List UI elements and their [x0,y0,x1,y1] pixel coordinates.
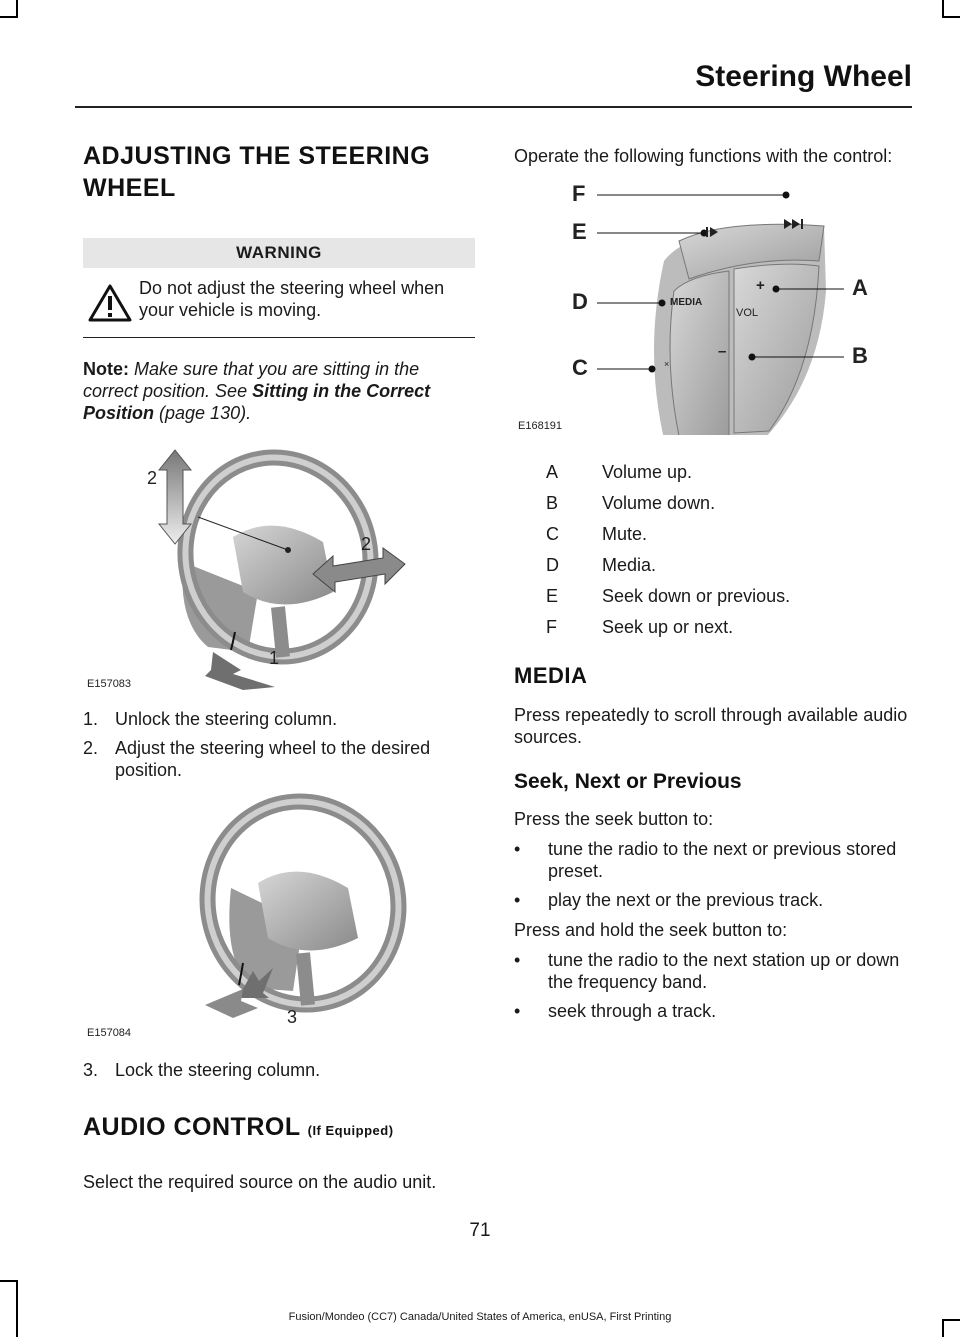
crop-mark [942,16,960,18]
warning-label: WARNING [83,238,475,268]
right-column [514,145,914,1029]
seek-hold-text: Press and hold the seek button to: [514,920,788,940]
crop-mark [0,16,18,18]
legend-row: C Mute. [546,524,648,544]
steering-wheel-lock-illustration [83,793,475,1043]
section-heading-seek: Seek, Next or Previous [514,770,742,793]
plus-label: + [756,277,765,294]
legend-list [514,461,914,638]
seek-press-list [514,838,914,911]
page-number: 71 [469,1220,491,1241]
figure-audio-control [514,181,906,435]
figure-label-2-vertical: 2 [147,468,158,488]
crop-mark [16,1280,18,1337]
callout-F: F [572,181,586,206]
note-link[interactable]: Sitting in the Correct Position [83,381,431,423]
section-heading-audio: AUDIO CONTROL (If Equipped) [83,1113,394,1141]
section-suffix: (If Equipped) [307,1123,394,1138]
callout-A: A [852,275,868,300]
header-divider [75,106,912,108]
figure-code: E157083 [87,678,132,690]
step-item: 1. Unlock the steering column. [83,709,338,729]
step-item: 2. Adjust the steering wheel to the desired position. [83,738,431,780]
note-label: Note: [83,359,129,379]
step-list [83,708,475,781]
warning-body [83,268,475,338]
figure-label-2-horizontal: 2 [361,534,372,554]
legend-row: A Volume up. [546,462,693,482]
figure-code: E168191 [518,420,563,432]
media-text: Press repeatedly to scroll through available audio sources. [514,705,908,747]
list-item: • tune the radio to the next or previous stored preset. [514,839,897,881]
seek-hold-list [514,949,914,1022]
section-heading-media: MEDIA [514,663,588,688]
note-text: Make sure that you are sitting in the correct position. See [83,359,420,401]
legend-row: F Seek up or next. [546,617,734,637]
minus-label: – [718,343,727,360]
seek-press-text: Press the seek button to: [514,809,714,829]
note-paragraph [83,358,475,424]
legend-row: D Media. [546,555,657,575]
warning-text: Do not adjust the steering wheel when your vehicle is moving. [139,278,445,320]
svg-text:×: × [664,359,670,369]
list-item: • seek through a track. [514,1001,717,1021]
warning-box [83,238,475,338]
callout-D: D [572,289,588,314]
figure-steering-lock [83,793,475,1043]
note-page-ref: (page 130). [159,403,252,423]
left-column [83,140,475,1193]
list-item: • play the next or the previous track. [514,890,824,910]
audio-text: Select the required source on the audio unit. [83,1172,437,1192]
figure-label-1: 1 [269,648,280,668]
figure-steering-adjust [83,442,475,694]
step-item: 3. Lock the steering column. [83,1060,321,1080]
page-footer: Fusion/Mondeo (CC7) Canada/United States of America, enUSA, First Printing [288,1311,672,1323]
warning-triangle-icon [87,283,133,323]
callout-B: B [852,343,868,368]
callout-C: C [572,355,588,380]
media-button-label: MEDIA [670,297,703,308]
intro-text: Operate the following functions with the control: [514,146,893,166]
figure-code: E157084 [87,1027,132,1039]
callout-E: E [572,219,587,244]
legend-row: B Volume down. [546,493,716,513]
section-heading-adjusting: ADJUSTING THE STEERING WHEEL [83,142,431,202]
page-title: Steering Wheel [695,60,912,93]
legend-row: E Seek down or previous. [546,586,791,606]
vol-label: VOL [736,307,759,319]
step-list [83,1059,475,1081]
list-item: • tune the radio to the next station up or down the frequency band. [514,950,900,992]
crop-mark [0,1280,18,1282]
figure-label-3: 3 [287,1007,298,1027]
